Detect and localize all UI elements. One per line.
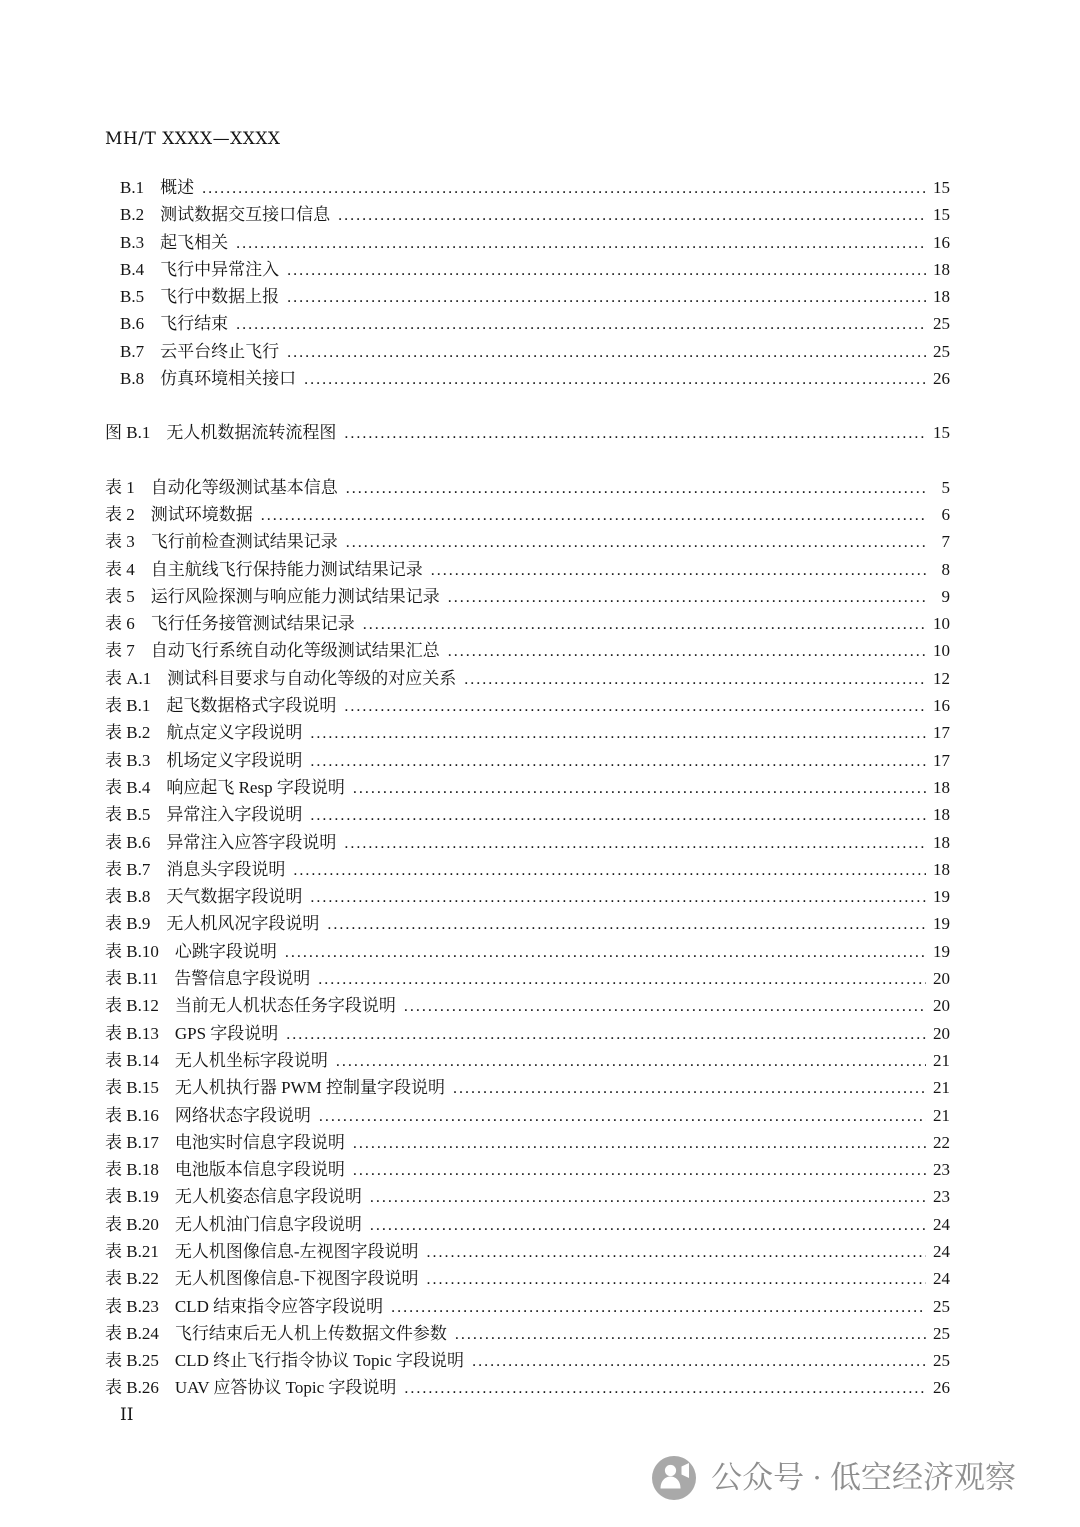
toc-entry-title: 心跳字段说明 xyxy=(174,941,277,961)
toc-entry xyxy=(105,283,950,310)
toc-dot-leader xyxy=(427,1238,926,1266)
toc-entry-title: 飞行任务接管测试结果记录 xyxy=(150,614,355,634)
toc-entry-title: GPS 字段说明 xyxy=(174,1023,279,1043)
toc-dot-leader xyxy=(338,201,926,229)
table-of-contents xyxy=(105,174,950,1402)
toc-entry-title: 飞行中数据上报 xyxy=(160,287,280,307)
toc-entry-title: 网络状态字段说明 xyxy=(174,1105,311,1125)
toc-dot-leader xyxy=(464,665,926,693)
toc-entry-page: 25 xyxy=(933,1351,950,1371)
toc-dot-leader xyxy=(448,637,926,665)
toc-entry-label: 表 B.15 xyxy=(105,1078,159,1098)
toc-entry xyxy=(105,965,950,992)
toc-entry-label: B.6 xyxy=(120,314,145,334)
toc-entry xyxy=(105,856,950,883)
toc-entry xyxy=(105,829,950,856)
toc-entry-page: 16 xyxy=(933,696,950,716)
toc-entry-label: 表 5 xyxy=(105,586,135,606)
toc-entry-title: 电池版本信息字段说明 xyxy=(174,1160,345,1180)
toc-entry xyxy=(105,1129,950,1156)
toc-entry-title: 测试环境数据 xyxy=(150,504,253,524)
toc-entry-label: 表 B.13 xyxy=(105,1023,159,1043)
toc-entry-page: 26 xyxy=(933,369,950,389)
toc-entry-page: 23 xyxy=(933,1187,950,1207)
toc-dot-leader xyxy=(261,501,926,529)
toc-entry xyxy=(105,692,950,719)
toc-dot-leader xyxy=(310,719,926,747)
toc-entry xyxy=(105,556,950,583)
toc-entry xyxy=(105,637,950,664)
toc-entry-page: 18 xyxy=(933,259,950,279)
toc-entry-page: 16 xyxy=(933,232,950,252)
toc-entry-label: B.1 xyxy=(120,178,145,197)
toc-entry-label: 表 B.6 xyxy=(105,832,151,852)
toc-entry-page: 18 xyxy=(933,777,950,797)
toc-entry xyxy=(105,1183,950,1210)
toc-entry-title: CLD 终止飞行指令协议 Topic 字段说明 xyxy=(174,1351,465,1371)
toc-entry-title: 云平台终止飞行 xyxy=(160,341,280,361)
toc-entry-page: 19 xyxy=(933,914,950,934)
toc-entry xyxy=(105,1047,950,1074)
toc-entry-title: 运行风险探测与响应能力测试结果记录 xyxy=(150,586,440,606)
toc-dot-leader xyxy=(472,1347,926,1375)
toc-entry xyxy=(105,992,950,1019)
toc-dot-leader xyxy=(391,1293,926,1321)
toc-entry-page: 6 xyxy=(941,504,950,524)
toc-dot-leader xyxy=(346,528,926,556)
toc-entry xyxy=(105,910,950,937)
toc-dot-leader xyxy=(404,1374,926,1402)
toc-entry-page: 18 xyxy=(933,859,950,879)
toc-entry xyxy=(105,419,950,446)
toc-dot-leader xyxy=(236,229,926,257)
toc-entry-label: B.4 xyxy=(120,259,145,279)
toc-entry-label: 表 B.12 xyxy=(105,996,159,1016)
toc-entry-page: 25 xyxy=(933,1296,950,1316)
toc-dot-leader xyxy=(427,1265,926,1293)
toc-entry-title: 无人机数据流转流程图 xyxy=(166,423,337,443)
toc-entry-title: 当前无人机状态任务字段说明 xyxy=(174,996,396,1016)
toc-dot-leader xyxy=(202,174,926,202)
toc-entry xyxy=(105,1074,950,1101)
toc-entry-label: 表 2 xyxy=(105,504,135,524)
toc-entry-page: 26 xyxy=(933,1378,950,1398)
toc-entry-page: 18 xyxy=(933,287,950,307)
page-content xyxy=(105,128,950,1425)
toc-dot-leader xyxy=(344,692,926,720)
toc-dot-leader xyxy=(344,829,926,857)
toc-entry-label: 表 B.3 xyxy=(105,750,151,770)
toc-entry-title: 仿真环境相关接口 xyxy=(160,369,297,389)
toc-entry xyxy=(105,1102,950,1129)
toc-entry-label: 表 B.4 xyxy=(105,777,151,797)
toc-entry-title: 飞行结束 xyxy=(160,314,229,334)
toc-entry-label: 表 B.18 xyxy=(105,1160,159,1180)
toc-entry xyxy=(105,256,950,283)
toc-entry-page: 20 xyxy=(933,1023,950,1043)
toc-entry xyxy=(105,201,950,228)
toc-entry-label: 表 B.10 xyxy=(105,941,159,961)
toc-entry-label: 表 1 xyxy=(105,477,135,497)
section-gap xyxy=(105,447,950,474)
toc-dot-leader xyxy=(370,1211,926,1239)
toc-entry-label: 表 B.25 xyxy=(105,1351,159,1371)
toc-entry-label: B.3 xyxy=(120,232,145,252)
toc-entry xyxy=(105,501,950,528)
toc-entry xyxy=(105,719,950,746)
toc-entry-title: CLD 结束指令应答字段说明 xyxy=(174,1296,384,1316)
toc-entry-label: 表 B.26 xyxy=(105,1378,159,1398)
toc-dot-leader xyxy=(455,1320,926,1348)
toc-entry-title: 机场定义字段说明 xyxy=(166,750,303,770)
toc-entry-label: 表 B.5 xyxy=(105,805,151,825)
toc-entry-title: 飞行中异常注入 xyxy=(160,259,280,279)
toc-entry-page: 18 xyxy=(933,832,950,852)
toc-entry-label: 表 B.22 xyxy=(105,1269,159,1289)
toc-entry-page: 19 xyxy=(933,887,950,907)
toc-entry xyxy=(105,938,950,965)
toc-dot-leader xyxy=(310,883,926,911)
toc-entry-title: 天气数据字段说明 xyxy=(166,887,303,907)
toc-entry-page: 10 xyxy=(933,614,950,634)
toc-entry-title: 无人机执行器 PWM 控制量字段说明 xyxy=(174,1078,445,1098)
toc-dot-leader xyxy=(236,310,926,338)
toc-entry-label: 表 B.21 xyxy=(105,1241,159,1261)
toc-entry-label: 表 B.23 xyxy=(105,1296,159,1316)
toc-entry-label: 表 B.20 xyxy=(105,1214,159,1234)
toc-entry-title: 起飞数据格式字段说明 xyxy=(166,696,337,716)
toc-dot-leader xyxy=(286,1020,926,1048)
toc-entry-label: 表 A.1 xyxy=(105,668,152,688)
toc-entry-title: 无人机图像信息-左视图字段说明 xyxy=(174,1241,419,1261)
toc-entry-page: 18 xyxy=(933,805,950,825)
toc-entry-title: 飞行结束后无人机上传数据文件参数 xyxy=(174,1323,447,1343)
toc-entry xyxy=(105,883,950,910)
toc-entry-label: 表 B.16 xyxy=(105,1105,159,1125)
document-number: MH/T XXXX—XXXX xyxy=(105,129,281,149)
toc-dot-leader xyxy=(344,419,926,447)
toc-entry xyxy=(105,229,950,256)
toc-entry-page: 17 xyxy=(933,723,950,743)
toc-entry xyxy=(105,774,950,801)
toc-entry-page: 9 xyxy=(941,586,950,606)
toc-entry-label: 表 B.17 xyxy=(105,1132,159,1152)
toc-entry-title: 自主航线飞行保持能力测试结果记录 xyxy=(150,559,423,579)
toc-entry-label: B.5 xyxy=(120,287,145,307)
section-gap xyxy=(105,392,950,419)
toc-entry xyxy=(105,474,950,501)
toc-entry-page: 20 xyxy=(933,996,950,1016)
toc-entry-page: 17 xyxy=(933,750,950,770)
toc-entry-label: 表 B.19 xyxy=(105,1187,159,1207)
toc-entry-page: 21 xyxy=(933,1078,950,1098)
toc-dot-leader xyxy=(353,1129,926,1157)
toc-dot-leader xyxy=(287,256,926,284)
toc-entry-title: 无人机图像信息-下视图字段说明 xyxy=(174,1269,419,1289)
toc-list-of-figures xyxy=(105,419,950,446)
toc-entry-label: 表 B.14 xyxy=(105,1050,159,1070)
toc-entry-page: 25 xyxy=(933,341,950,361)
toc-entry-title: 自动飞行系统自动化等级测试结果汇总 xyxy=(150,641,440,661)
toc-dot-leader xyxy=(319,1102,926,1130)
toc-dot-leader xyxy=(353,774,926,802)
toc-entry-title: 起飞相关 xyxy=(160,232,229,252)
toc-entry-title: 告警信息字段说明 xyxy=(174,969,311,989)
toc-entry xyxy=(105,1293,950,1320)
toc-entry-page: 24 xyxy=(933,1269,950,1289)
toc-entry-page: 25 xyxy=(933,1323,950,1343)
toc-entry-page: 25 xyxy=(933,314,950,334)
toc-entry-title: 异常注入字段说明 xyxy=(166,805,303,825)
toc-entry-label: 表 B.8 xyxy=(105,887,151,907)
toc-entry-title: 响应起飞 Resp 字段说明 xyxy=(166,777,345,797)
toc-dot-leader xyxy=(363,610,926,638)
toc-entry xyxy=(105,310,950,337)
toc-entry-page: 8 xyxy=(941,559,950,579)
toc-entry xyxy=(105,1320,950,1347)
toc-entry-page: 22 xyxy=(933,1132,950,1152)
toc-entry xyxy=(105,665,950,692)
toc-dot-leader xyxy=(431,556,926,584)
toc-entry-title: 无人机油门信息字段说明 xyxy=(174,1214,362,1234)
toc-entry xyxy=(105,1347,950,1374)
toc-dot-leader xyxy=(346,474,926,502)
toc-entry xyxy=(105,338,950,365)
toc-dot-leader xyxy=(287,338,926,366)
toc-entry xyxy=(105,365,950,392)
toc-entry-page: 23 xyxy=(933,1160,950,1180)
toc-section-annex-b xyxy=(105,174,950,392)
toc-dot-leader xyxy=(336,1047,926,1075)
toc-entry-label: B.8 xyxy=(120,369,145,389)
toc-entry xyxy=(105,747,950,774)
toc-entry-label: B.7 xyxy=(120,341,145,361)
toc-entry xyxy=(105,1211,950,1238)
toc-entry xyxy=(105,610,950,637)
toc-entry-page: 7 xyxy=(941,532,950,552)
toc-entry-label: 图 B.1 xyxy=(105,423,151,443)
toc-entry-title: 无人机风况字段说明 xyxy=(166,914,320,934)
toc-entry-page: 15 xyxy=(933,178,950,197)
toc-entry-title: 测试科目要求与自动化等级的对应关系 xyxy=(167,668,457,688)
toc-entry xyxy=(105,1156,950,1183)
toc-entry-page: 19 xyxy=(933,941,950,961)
toc-dot-leader xyxy=(318,965,926,993)
toc-entry-label: 表 3 xyxy=(105,532,135,552)
toc-entry-title: 自动化等级测试基本信息 xyxy=(150,477,338,497)
wechat-official-account-icon xyxy=(651,1455,697,1501)
toc-entry-page: 21 xyxy=(933,1050,950,1070)
toc-entry-title: UAV 应答协议 Topic 字段说明 xyxy=(174,1378,397,1398)
toc-entry xyxy=(105,583,950,610)
toc-entry-title: 无人机坐标字段说明 xyxy=(174,1050,328,1070)
toc-entry-page: 10 xyxy=(933,641,950,661)
toc-entry-title: 航点定义字段说明 xyxy=(166,723,303,743)
toc-entry xyxy=(105,1374,950,1401)
toc-dot-leader xyxy=(310,747,926,775)
toc-entry xyxy=(105,1238,950,1265)
toc-entry-title: 测试数据交互接口信息 xyxy=(160,205,331,225)
toc-entry-page: 15 xyxy=(933,423,950,443)
toc-entry-page: 24 xyxy=(933,1214,950,1234)
toc-entry-label: B.2 xyxy=(120,205,145,225)
toc-entry-title: 飞行前检查测试结果记录 xyxy=(150,532,338,552)
toc-dot-leader xyxy=(370,1183,926,1211)
toc-entry xyxy=(105,801,950,828)
toc-dot-leader xyxy=(287,283,926,311)
toc-dot-leader xyxy=(310,801,926,829)
toc-entry-title: 异常注入应答字段说明 xyxy=(166,832,337,852)
toc-dot-leader xyxy=(353,1156,926,1184)
toc-entry xyxy=(105,528,950,555)
toc-entry-page: 24 xyxy=(933,1241,950,1261)
toc-entry-label: 表 B.9 xyxy=(105,914,151,934)
toc-entry-label: 表 B.2 xyxy=(105,723,151,743)
page-number: II xyxy=(120,1404,134,1425)
toc-entry-page: 20 xyxy=(933,969,950,989)
toc-entry-page: 12 xyxy=(933,668,950,688)
toc-entry-title: 无人机姿态信息字段说明 xyxy=(174,1187,362,1207)
toc-entry-label: 表 B.24 xyxy=(105,1323,159,1343)
toc-entry xyxy=(105,1020,950,1047)
toc-entry-page: 21 xyxy=(933,1105,950,1125)
toc-entry-label: 表 B.1 xyxy=(105,696,151,716)
watermark xyxy=(651,1455,1016,1501)
toc-dot-leader xyxy=(293,856,926,884)
toc-dot-leader xyxy=(327,910,926,938)
toc-entry-title: 概述 xyxy=(160,178,195,197)
toc-list-of-tables xyxy=(105,474,950,1402)
toc-entry-page: 5 xyxy=(941,477,950,497)
toc-entry-label: 表 6 xyxy=(105,614,135,634)
toc-dot-leader xyxy=(404,992,926,1020)
watermark-text: 公众号 · 低空经济观察 xyxy=(711,1460,1016,1495)
toc-dot-leader xyxy=(453,1074,926,1102)
toc-dot-leader xyxy=(285,938,926,966)
toc-entry-label: 表 B.11 xyxy=(105,969,159,989)
toc-entry-label: 表 B.7 xyxy=(105,859,151,879)
toc-entry xyxy=(105,1265,950,1292)
toc-entry-label: 表 7 xyxy=(105,641,135,661)
toc-entry-label: 表 4 xyxy=(105,559,135,579)
toc-entry-title: 消息头字段说明 xyxy=(166,859,286,879)
toc-entry-title: 电池实时信息字段说明 xyxy=(174,1132,345,1152)
toc-entry xyxy=(105,174,950,201)
toc-dot-leader xyxy=(304,365,926,393)
toc-dot-leader xyxy=(448,583,926,611)
toc-entry-page: 15 xyxy=(933,205,950,225)
